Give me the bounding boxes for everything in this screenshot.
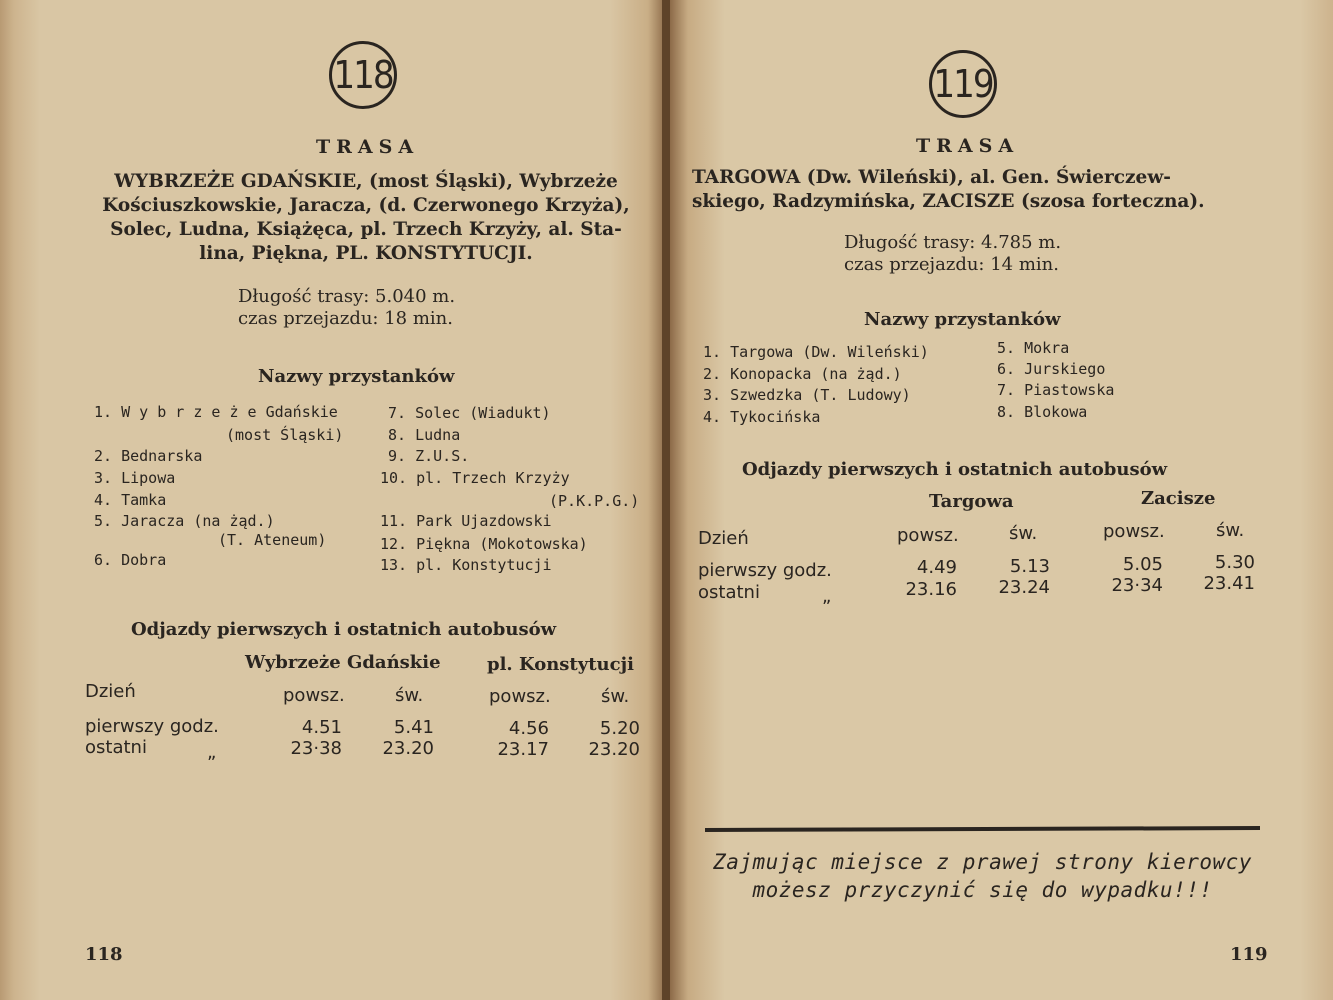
weekday-label: powsz.: [1103, 521, 1165, 542]
route-line: Solec, Ludna, Książęca, pl. Trzech Krzyży, al. Sta-: [110, 219, 622, 240]
route-info: [238, 286, 455, 330]
stop-item: 7. Solec (Wiadukt): [388, 404, 551, 422]
stop-item: 2. Konopacka (na żąd.): [703, 365, 902, 383]
first-departure: 4.51: [301, 717, 342, 738]
route-line: skiego, Radzymińska, ZACISZE (szosa forteczna).: [692, 191, 1205, 212]
first-label: pierwszy godz.: [698, 560, 832, 581]
first-label: pierwszy godz.: [85, 716, 219, 737]
trasa-heading: TRASA: [916, 135, 1020, 157]
route-description: [692, 166, 1252, 214]
holiday-label: św.: [601, 686, 630, 707]
stop-item: 4. Tamka: [94, 491, 167, 509]
terminal-a-heading: Targowa: [929, 491, 1014, 512]
last-departure: 23.16: [905, 579, 957, 600]
stop-item: 4. Tykocińska: [703, 408, 821, 426]
first-departure: 5.05: [1122, 554, 1163, 575]
route-number-circle: [929, 50, 997, 118]
stop-item: 3. Lipowa: [94, 469, 176, 487]
divider-rule: [705, 826, 1260, 832]
warning-line: Zajmując miejsce z prawej strony kierowcy: [713, 850, 1252, 874]
last-label: ostatni: [698, 582, 760, 603]
stop-item: 5. Mokra: [997, 339, 1070, 357]
route-line: Kościuszkowskie, Jaracza, (d. Czerwonego Krzyża),: [102, 195, 630, 216]
last-departure: 23·38: [290, 738, 342, 759]
route-info: [844, 232, 1061, 276]
stop-item-detail: (most Śląski): [226, 426, 344, 444]
route-number-circle: [329, 41, 397, 109]
route-line: WYBRZEŻE GDAŃSKIE, (most Śląski), Wybrzeże: [114, 171, 618, 192]
stop-item: 11. Park Ujazdowski: [380, 512, 552, 530]
stop-item: 2. Bednarska: [94, 447, 203, 465]
day-label: Dzień: [698, 528, 749, 549]
stop-item-detail: (T. Ateneum): [218, 531, 327, 549]
stop-item: 13. pl. Konstytucji: [380, 556, 552, 574]
departures-title: Odjazdy pierwszych i ostatnich autobusów: [131, 619, 557, 640]
first-departure: 5.30: [1214, 552, 1255, 573]
route-number: 119: [933, 62, 993, 106]
ditto-mark: „: [822, 586, 832, 607]
stop-item: 6. Jurskiego: [997, 360, 1106, 378]
day-label: Dzień: [85, 681, 136, 702]
first-departure: 5.13: [1009, 556, 1050, 577]
weekday-label: powsz.: [897, 525, 959, 546]
route-description: [88, 170, 644, 266]
terminal-b-heading: Zacisze: [1141, 488, 1216, 509]
route-line: lina, Piękna, PL. KONSTYTUCJI.: [199, 243, 533, 264]
safety-warning: [700, 848, 1265, 904]
stop-item: 1. W y b r z e ż e Gdańskie: [94, 403, 338, 421]
stop-item: 1. Targowa (Dw. Wileński): [703, 343, 929, 361]
last-departure: 23.17: [497, 739, 549, 760]
weekday-label: powsz.: [283, 685, 345, 706]
departures-title: Odjazdy pierwszych i ostatnich autobusów: [742, 459, 1168, 480]
stops-title: Nazwy przystanków: [864, 309, 1061, 330]
last-departure: 23·34: [1111, 575, 1163, 596]
stop-item: 6. Dobra: [94, 551, 167, 569]
stop-item: 10. pl. Trzech Krzyży: [380, 469, 570, 487]
weekday-label: powsz.: [489, 686, 551, 707]
stop-item: 5. Jaracza (na żąd.): [94, 512, 275, 530]
left-page: [0, 0, 666, 1000]
first-departure: 5.41: [393, 717, 434, 738]
terminal-a-heading: Wybrzeże Gdańskie: [245, 652, 441, 673]
right-page: [670, 0, 1333, 1000]
route-length: Długość trasy: 5.040 m.: [238, 286, 456, 307]
warning-line: możesz przyczynić się do wypadku!!!: [752, 878, 1213, 902]
trasa-heading: TRASA: [316, 136, 420, 158]
stop-item: 9. Z.U.S.: [388, 447, 470, 465]
route-number: 118: [333, 53, 393, 97]
route-line: TARGOWA (Dw. Wileński), al. Gen. Świerczew-: [692, 167, 1171, 188]
last-departure: 23.20: [382, 738, 434, 759]
stop-item: 7. Piastowska: [997, 381, 1115, 399]
holiday-label: św.: [1009, 523, 1038, 544]
ditto-mark: „: [207, 742, 217, 763]
travel-time: czas przejazdu: 14 min.: [844, 254, 1059, 275]
last-label: ostatni: [85, 737, 147, 758]
stops-title: Nazwy przystanków: [258, 366, 455, 387]
last-departure: 23.41: [1203, 573, 1255, 594]
first-departure: 4.56: [508, 718, 549, 739]
stop-item: 8. Ludna: [388, 426, 461, 444]
stop-item-detail: (P.K.P.G.): [549, 492, 640, 510]
route-length: Długość trasy: 4.785 m.: [844, 232, 1062, 253]
first-departure: 4.49: [916, 557, 957, 578]
holiday-label: św.: [395, 685, 424, 706]
terminal-b-heading: pl. Konstytucji: [487, 654, 634, 675]
last-departure: 23.20: [588, 739, 640, 760]
stop-item: 3. Szwedzka (T. Ludowy): [703, 386, 911, 404]
stop-item: 12. Piękna (Mokotowska): [380, 535, 588, 553]
last-departure: 23.24: [998, 577, 1050, 598]
travel-time: czas przejazdu: 18 min.: [238, 308, 453, 329]
stop-item: 8. Blokowa: [997, 403, 1088, 421]
page-number: 119: [1230, 944, 1268, 965]
page-number: 118: [85, 944, 123, 965]
first-departure: 5.20: [599, 718, 640, 739]
holiday-label: św.: [1216, 520, 1245, 541]
